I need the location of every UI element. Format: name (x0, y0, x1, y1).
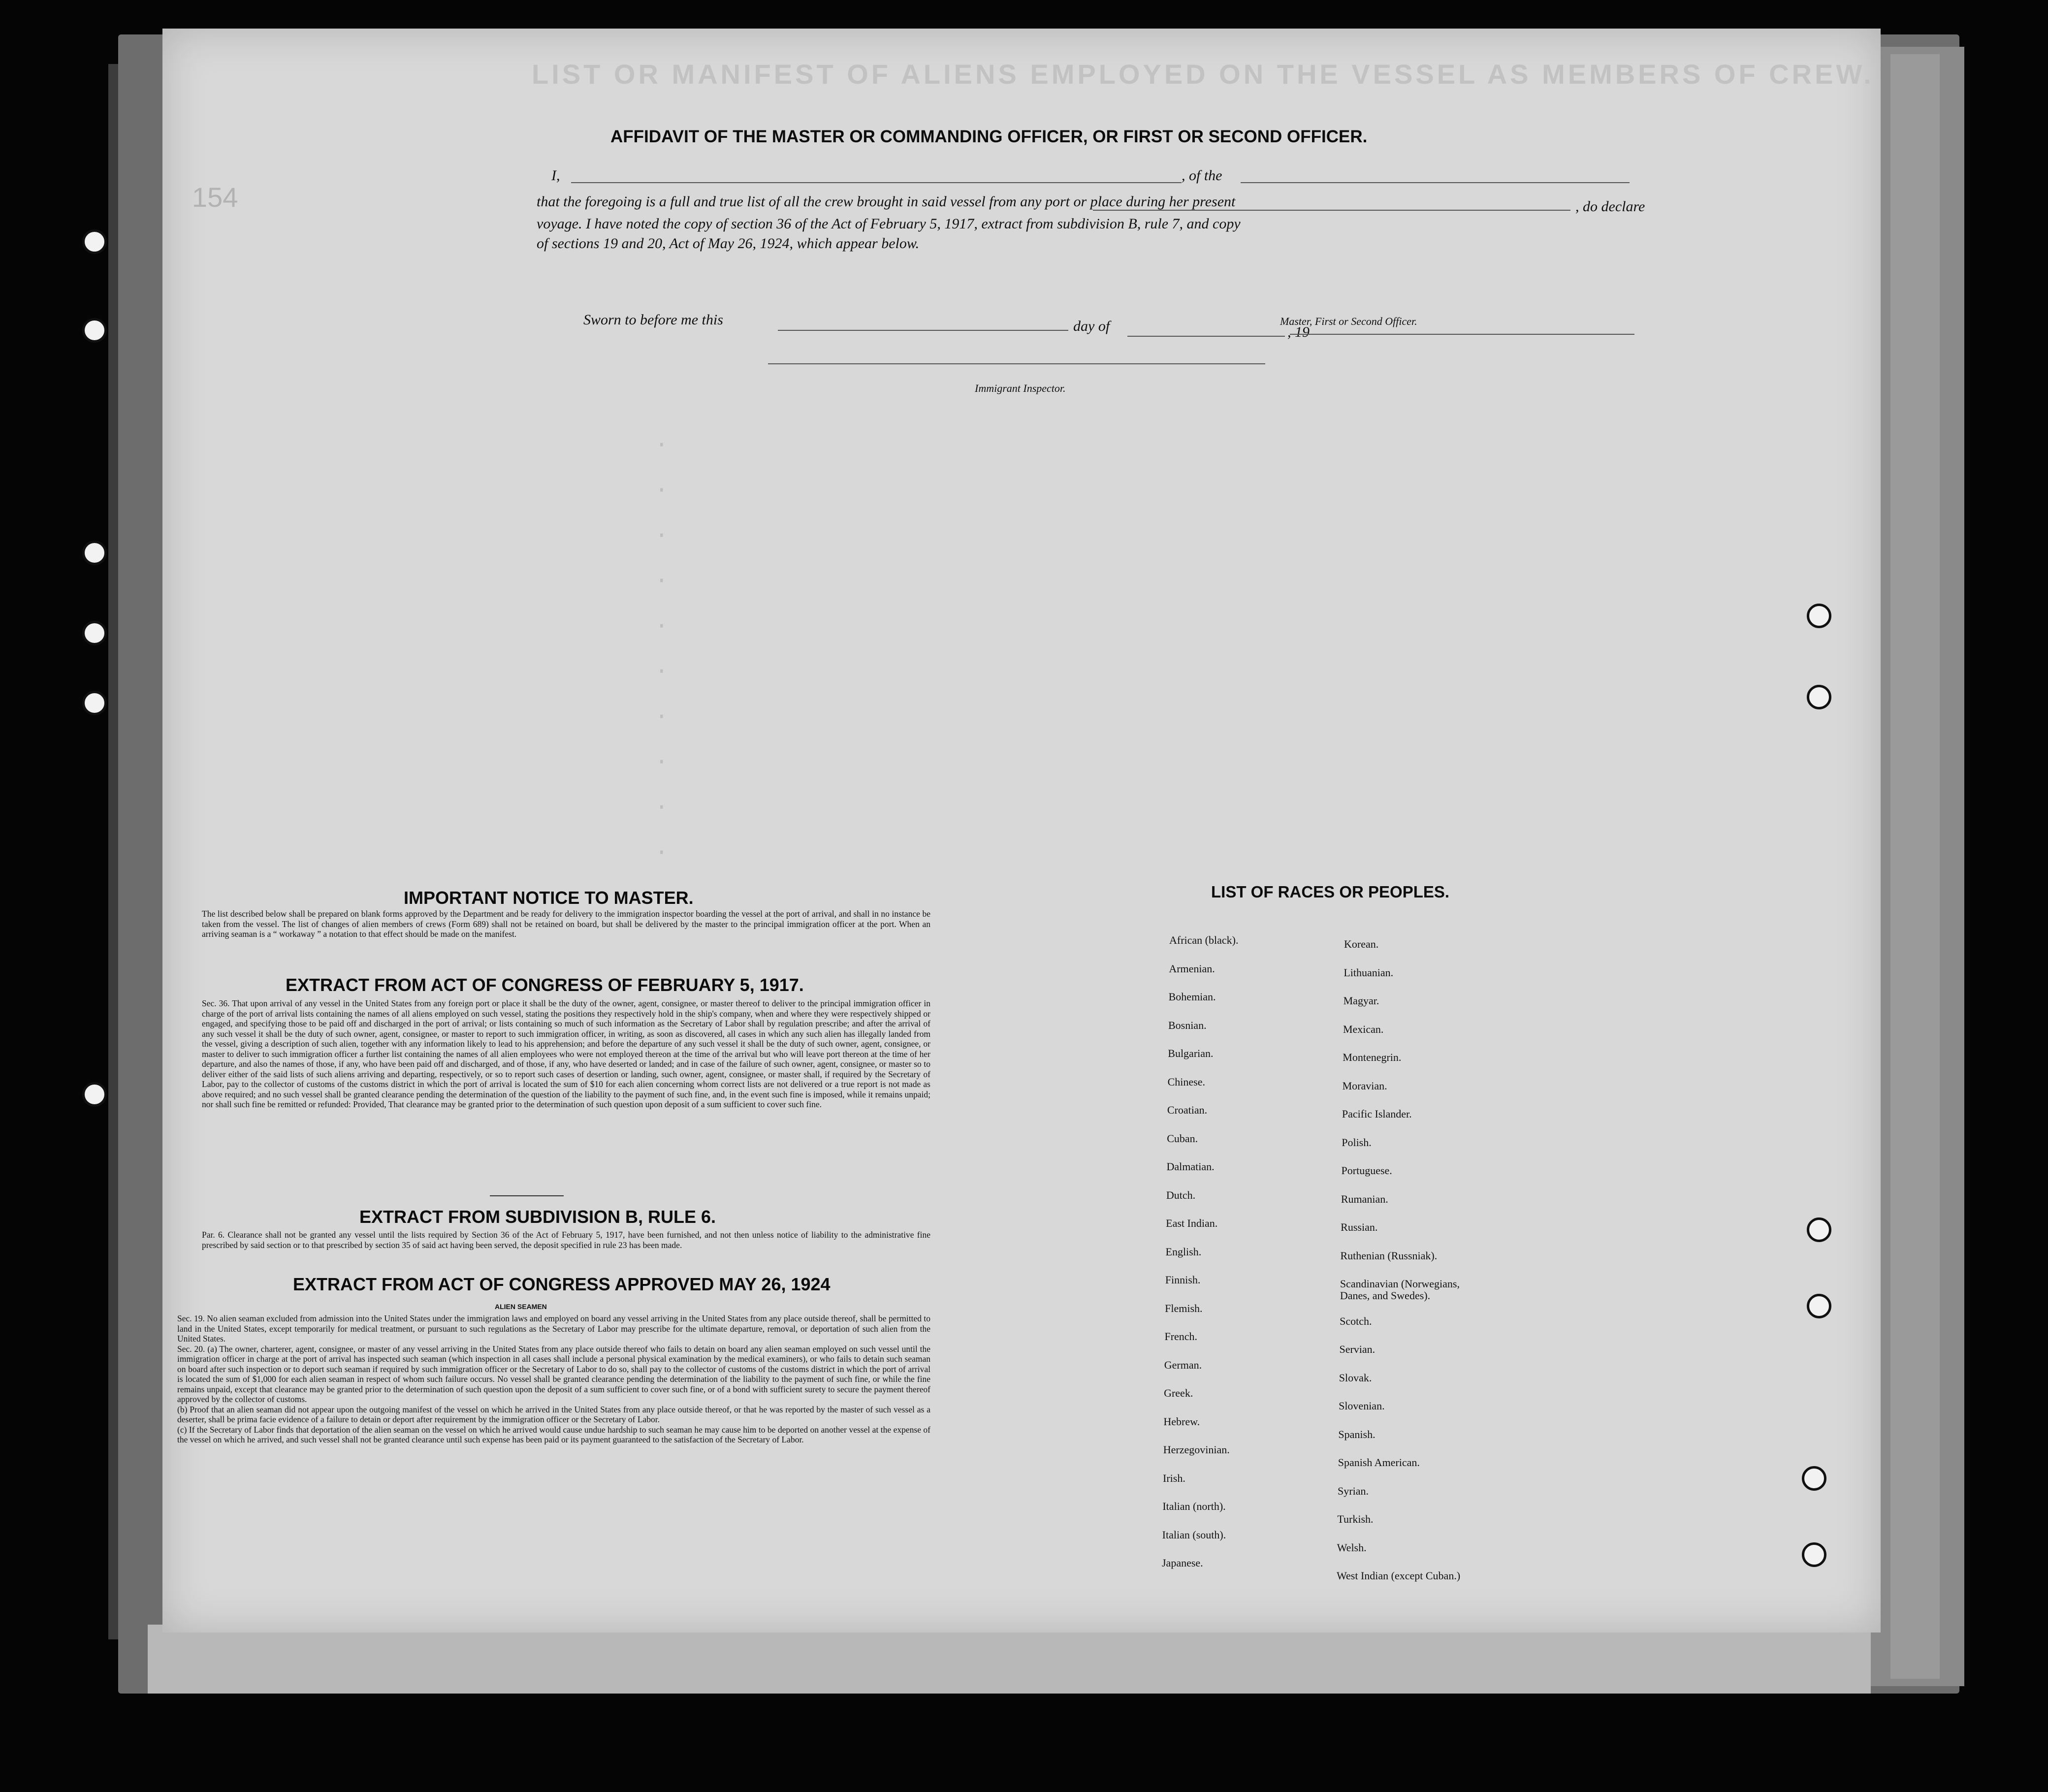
race-item: Japanese. (1162, 1557, 1203, 1569)
binder-hole-icon (1802, 1466, 1826, 1491)
race-item: Chinese. (1167, 1075, 1205, 1088)
race-item: Spanish. (1338, 1428, 1376, 1440)
bleed-through-mark: · (655, 523, 669, 548)
race-item: African (black). (1169, 934, 1239, 946)
race-item: Rumanian. (1341, 1192, 1388, 1205)
race-item: Armenian. (1169, 962, 1215, 975)
affidavit-title: AFFIDAVIT OF THE MASTER OR COMMANDING OFFICER, OR FIRST OR SECOND OFFICER. (610, 127, 1368, 146)
bleed-through-mark: · (655, 704, 669, 730)
bleed-through-mark: · (655, 613, 669, 639)
binder-hole-icon (82, 691, 107, 715)
bleed-through-mark: · (655, 795, 669, 820)
background-sheet-bottom (148, 1625, 1871, 1694)
bleed-through-page-number: 154 (192, 182, 238, 213)
race-item: Greek. (1164, 1387, 1193, 1399)
binder-hole-icon (82, 1082, 107, 1107)
race-item: Russian. (1341, 1221, 1378, 1233)
race-item: Croatian. (1167, 1104, 1208, 1116)
race-item: Scotch. (1340, 1314, 1372, 1327)
races-title: LIST OF RACES OR PEOPLES. (1211, 883, 1450, 901)
bleed-through-mark: · (655, 568, 669, 594)
affidavit-place-line (1093, 210, 1570, 211)
binder-hole-icon (82, 318, 107, 343)
day-of-label: day of (1073, 318, 1110, 334)
race-item: Finnish. (1165, 1274, 1201, 1286)
race-item: Magyar. (1343, 994, 1379, 1007)
race-item: Polish. (1342, 1136, 1372, 1149)
race-item: Bohemian. (1168, 991, 1216, 1003)
race-item: Hebrew. (1163, 1415, 1200, 1428)
binder-hole-icon (1807, 685, 1831, 709)
sworn-label: Sworn to before me this (583, 312, 723, 328)
race-item: Korean. (1344, 938, 1379, 950)
race-item: Pacific Islander. (1342, 1108, 1412, 1120)
affidavit-vessel-line (1241, 182, 1630, 183)
binder-hole-icon (1807, 1217, 1831, 1242)
extract-1924-body: Sec. 19. No alien seaman excluded from admission into the United States under the immigration laws and employed on board any vessel arriving in the United States from any place outside thereof, shall be permitted to land in the United States, except temporarily for medical treatment, or pursuant to such regulations as the Secretary of Labor may prescribe for the ultimate departure, removal, or deportation of such alien from the United States. Sec. 20. (a) The owner, charterer, agent, consignee, or master of any vessel arriving in the United States from any place outside thereof who fails to detain on board any alien seaman employed on such vessel until the immigration officer in charge at the port of arrival has inspected such seaman (which inspection in all cases shall include a personal physical examination by the medical examiners), or who fails to detain such seaman on board after such inspection or to deport such seaman if required by such immigration officer or the Secretary of Labor to do so, shall pay to the collector of customs of the customs district in which the port of arrival is located the sum of $1,000 for each alien seaman in respect of whom such failure occurs. No vessel shall be granted clearance pending the determination of the liability to the payment of such fine, or while the fine remains unpaid, except that clearance may be granted prior to the determination of such question upon the deposit of a sum sufficient to cover such fine, or of a bond with sufficient surety to secure the payment thereof approved by the collector of customs. (b) Proof that an alien seaman did not appear upon the outgoing manifest of the vessel on which he arrived in the United States from any place outside thereof, or that he was reported by the master of such vessel as a deserter, shall be prima facie evidence of a failure to detain or deport after requirement by the immigration officer or the Secretary of Labor. (c) If the Secretary of Labor finds that deportation of the alien seaman on the vessel on which he arrived would cause undue hardship to such seaman he may cause him to be deported on another vessel at the expense of the vessel on which he arrived, and such vessel shall not be granted clearance until such expense has been paid or its payment guaranteed to the satisfaction of the Secretary of Labor. (177, 1313, 930, 1444)
inspector-label: Immigrant Inspector. (975, 382, 1066, 394)
affidavit-line-4: of sections 19 and 20, Act of May 26, 1924, which appear below. (537, 235, 920, 252)
extract-1917-body: Sec. 36. That upon arrival of any vessel in the United States from any foreign port or place it shall be the duty of the owner, agent, consignee, or master thereof to deliver to the principal immigration officer in charge of the port of arrival lists containing the names of all aliens employed on such vessel, stating the positions they respectively hold in the ship's company, when and where they were respectively shipped or engaged, and specifying those to be paid off and discharged in the port of arrival; or lists containing so much of such information as the Secretary of Labor shall by regulation prescribe; and after the arrival of any such vessel it shall be the duty of such owner, agent, consignee, or master to report to such immigration officer, in writing, as soon as discovered, all cases in which any such alien has illegally landed from the vessel, giving a description of such alien, together with any information likely to lead to his apprehension; and before the departure of any such vessel it shall be the duty of such owner, agent, consignee, or master to deliver to such immigration officer a further list containing the names of all alien employees who were not employed thereon at the time of the arrival but who will leave port thereon at the time of her departure, and also the names of those, if any, who have been paid off and discharged, and of those, if any, who have deserted or landed; and in case of the failure of such owner, agent, consignee, or master so to deliver either of the said lists of such aliens arriving and departing, respectively, or so to report such cases of desertion or landing, such owner, agent, consignee, or master shall, if required by the Secretary of Labor, pay to the collector of customs of the customs district in which the port of arrival is located the sum of $10 for each alien concerning whom correct lists are not delivered or a true report is not made as above required; and no such vessel shall be granted clearance pending the determination of the question of the liability to the payment of such fine, and, in the event such fine is imposed, while it remains unpaid; nor shall such fine be remitted or refunded: Provided, That clearance may be granted prior to the determination of such question upon deposit of a sum sufficient to cover such fine. (202, 998, 930, 1109)
race-item: Servian. (1339, 1343, 1376, 1355)
affidavit-line-2-end: , do declare (1575, 198, 1645, 215)
race-item: English. (1165, 1245, 1202, 1258)
bleed-through-mark: · (655, 840, 669, 865)
subdivision-title: EXTRACT FROM SUBDIVISION B, RULE 6. (359, 1207, 716, 1227)
affidavit-line-3: voyage. I have noted the copy of section 36 of the Act of February 5, 1917, extract from subdivision B, rule 7, and copy (537, 216, 1241, 232)
bleed-through-column (655, 422, 669, 875)
race-item: French. (1164, 1330, 1198, 1343)
binder-hole-icon (1802, 1542, 1826, 1567)
bleed-through-mark: · (655, 659, 669, 684)
race-item: Slovak. (1339, 1371, 1372, 1384)
affidavit-name-line (571, 182, 1182, 183)
binder-hole-icon (82, 541, 107, 565)
race-item: Irish. (1163, 1472, 1185, 1484)
extract-1924-subtitle: ALIEN SEAMEN (495, 1303, 547, 1311)
race-item: Ruthenian (Russniak). (1340, 1249, 1438, 1262)
binder-hole-icon (1807, 604, 1831, 628)
master-signature-line (1290, 334, 1634, 335)
race-item: Italian (north). (1162, 1500, 1226, 1512)
race-item: German. (1164, 1358, 1202, 1371)
race-item: Lithuanian. (1344, 966, 1394, 979)
section-divider (490, 1195, 564, 1196)
bleed-through-mark: · (655, 432, 669, 458)
subdivision-body: Par. 6. Clearance shall not be granted any vessel until the lists required by Section 36 of the Act of February 5, 1917, have been furnished, and not then unless notice of liability to the administrative fine prescribed by said section or to that prescribed by section 35 of said act having been served, the deposit specified in rule 23 has been made. (202, 1230, 930, 1250)
race-item: Bulgarian. (1168, 1047, 1214, 1059)
binder-hole-icon (1807, 1294, 1831, 1318)
inspector-signature-line (768, 363, 1265, 364)
race-item: East Indian. (1166, 1217, 1218, 1229)
race-item: Slovenian. (1339, 1400, 1385, 1412)
binder-hole-icon (82, 621, 107, 645)
bleed-through-mark: · (655, 749, 669, 775)
year-label: , 19 (1287, 324, 1310, 340)
background-sheet-edge-inner (1890, 54, 1940, 1679)
bleed-through-title: LIST OR MANIFEST OF ALIENS EMPLOYED ON THE VESSEL AS MEMBERS OF CREW. (532, 59, 1874, 90)
race-item: Montenegrin. (1343, 1051, 1402, 1063)
extract-1917-title: EXTRACT FROM ACT OF CONGRESS OF FEBRUARY 5, 1917. (286, 975, 804, 995)
notice-body: The list described below shall be prepared on blank forms approved by the Department and be ready for delivery to the immigration inspector boarding the vessel at the port of arrival, and shall in no instance be taken from the vessel. The list of changes of alien members of crews (Form 689) shall not be retained on board, but shall be delivered by the master to the principal immigration officer at the port. When an arriving seaman is a “ workaway ” a notation to that effect should be made on the manifest. (202, 909, 930, 939)
race-item: Cuban. (1167, 1132, 1198, 1145)
bleed-through-mark: · (655, 478, 669, 503)
master-signature-label: Master, First or Second Officer. (1280, 315, 1417, 327)
race-item: Syrian. (1338, 1484, 1369, 1497)
race-item: Turkish. (1337, 1513, 1374, 1525)
race-item: Dalmatian. (1166, 1160, 1215, 1173)
affidavit-line-1-mid: , of the (1182, 167, 1222, 184)
race-item: Herzegovinian. (1163, 1443, 1230, 1456)
race-item: Flemish. (1165, 1302, 1203, 1314)
race-item: Dutch. (1166, 1188, 1196, 1201)
document-page (162, 29, 1881, 1632)
sworn-date-line (778, 330, 1068, 331)
race-item: Scandinavian (Norwegians, Danes, and Swedes). (1340, 1278, 1460, 1302)
month-line (1127, 336, 1285, 337)
binder-hole-icon (82, 229, 107, 254)
race-item: West Indian (except Cuban.) (1337, 1569, 1461, 1582)
race-item: Bosnian. (1168, 1019, 1207, 1031)
race-item: Spanish American. (1338, 1456, 1420, 1469)
race-item: Moravian. (1342, 1079, 1387, 1092)
affidavit-line-1-start: I, (551, 167, 560, 184)
extract-1924-title: EXTRACT FROM ACT OF CONGRESS APPROVED MAY 26, 1924 (293, 1274, 831, 1294)
race-item: Welsh. (1337, 1541, 1367, 1554)
race-item: Mexican. (1343, 1023, 1384, 1035)
race-item: Italian (south). (1162, 1528, 1226, 1541)
race-item: Portuguese. (1341, 1164, 1392, 1177)
affidavit-line-2: that the foregoing is a full and true list of all the crew brought in said vessel from any port or place during her present (537, 193, 1236, 210)
notice-title: IMPORTANT NOTICE TO MASTER. (404, 888, 694, 908)
